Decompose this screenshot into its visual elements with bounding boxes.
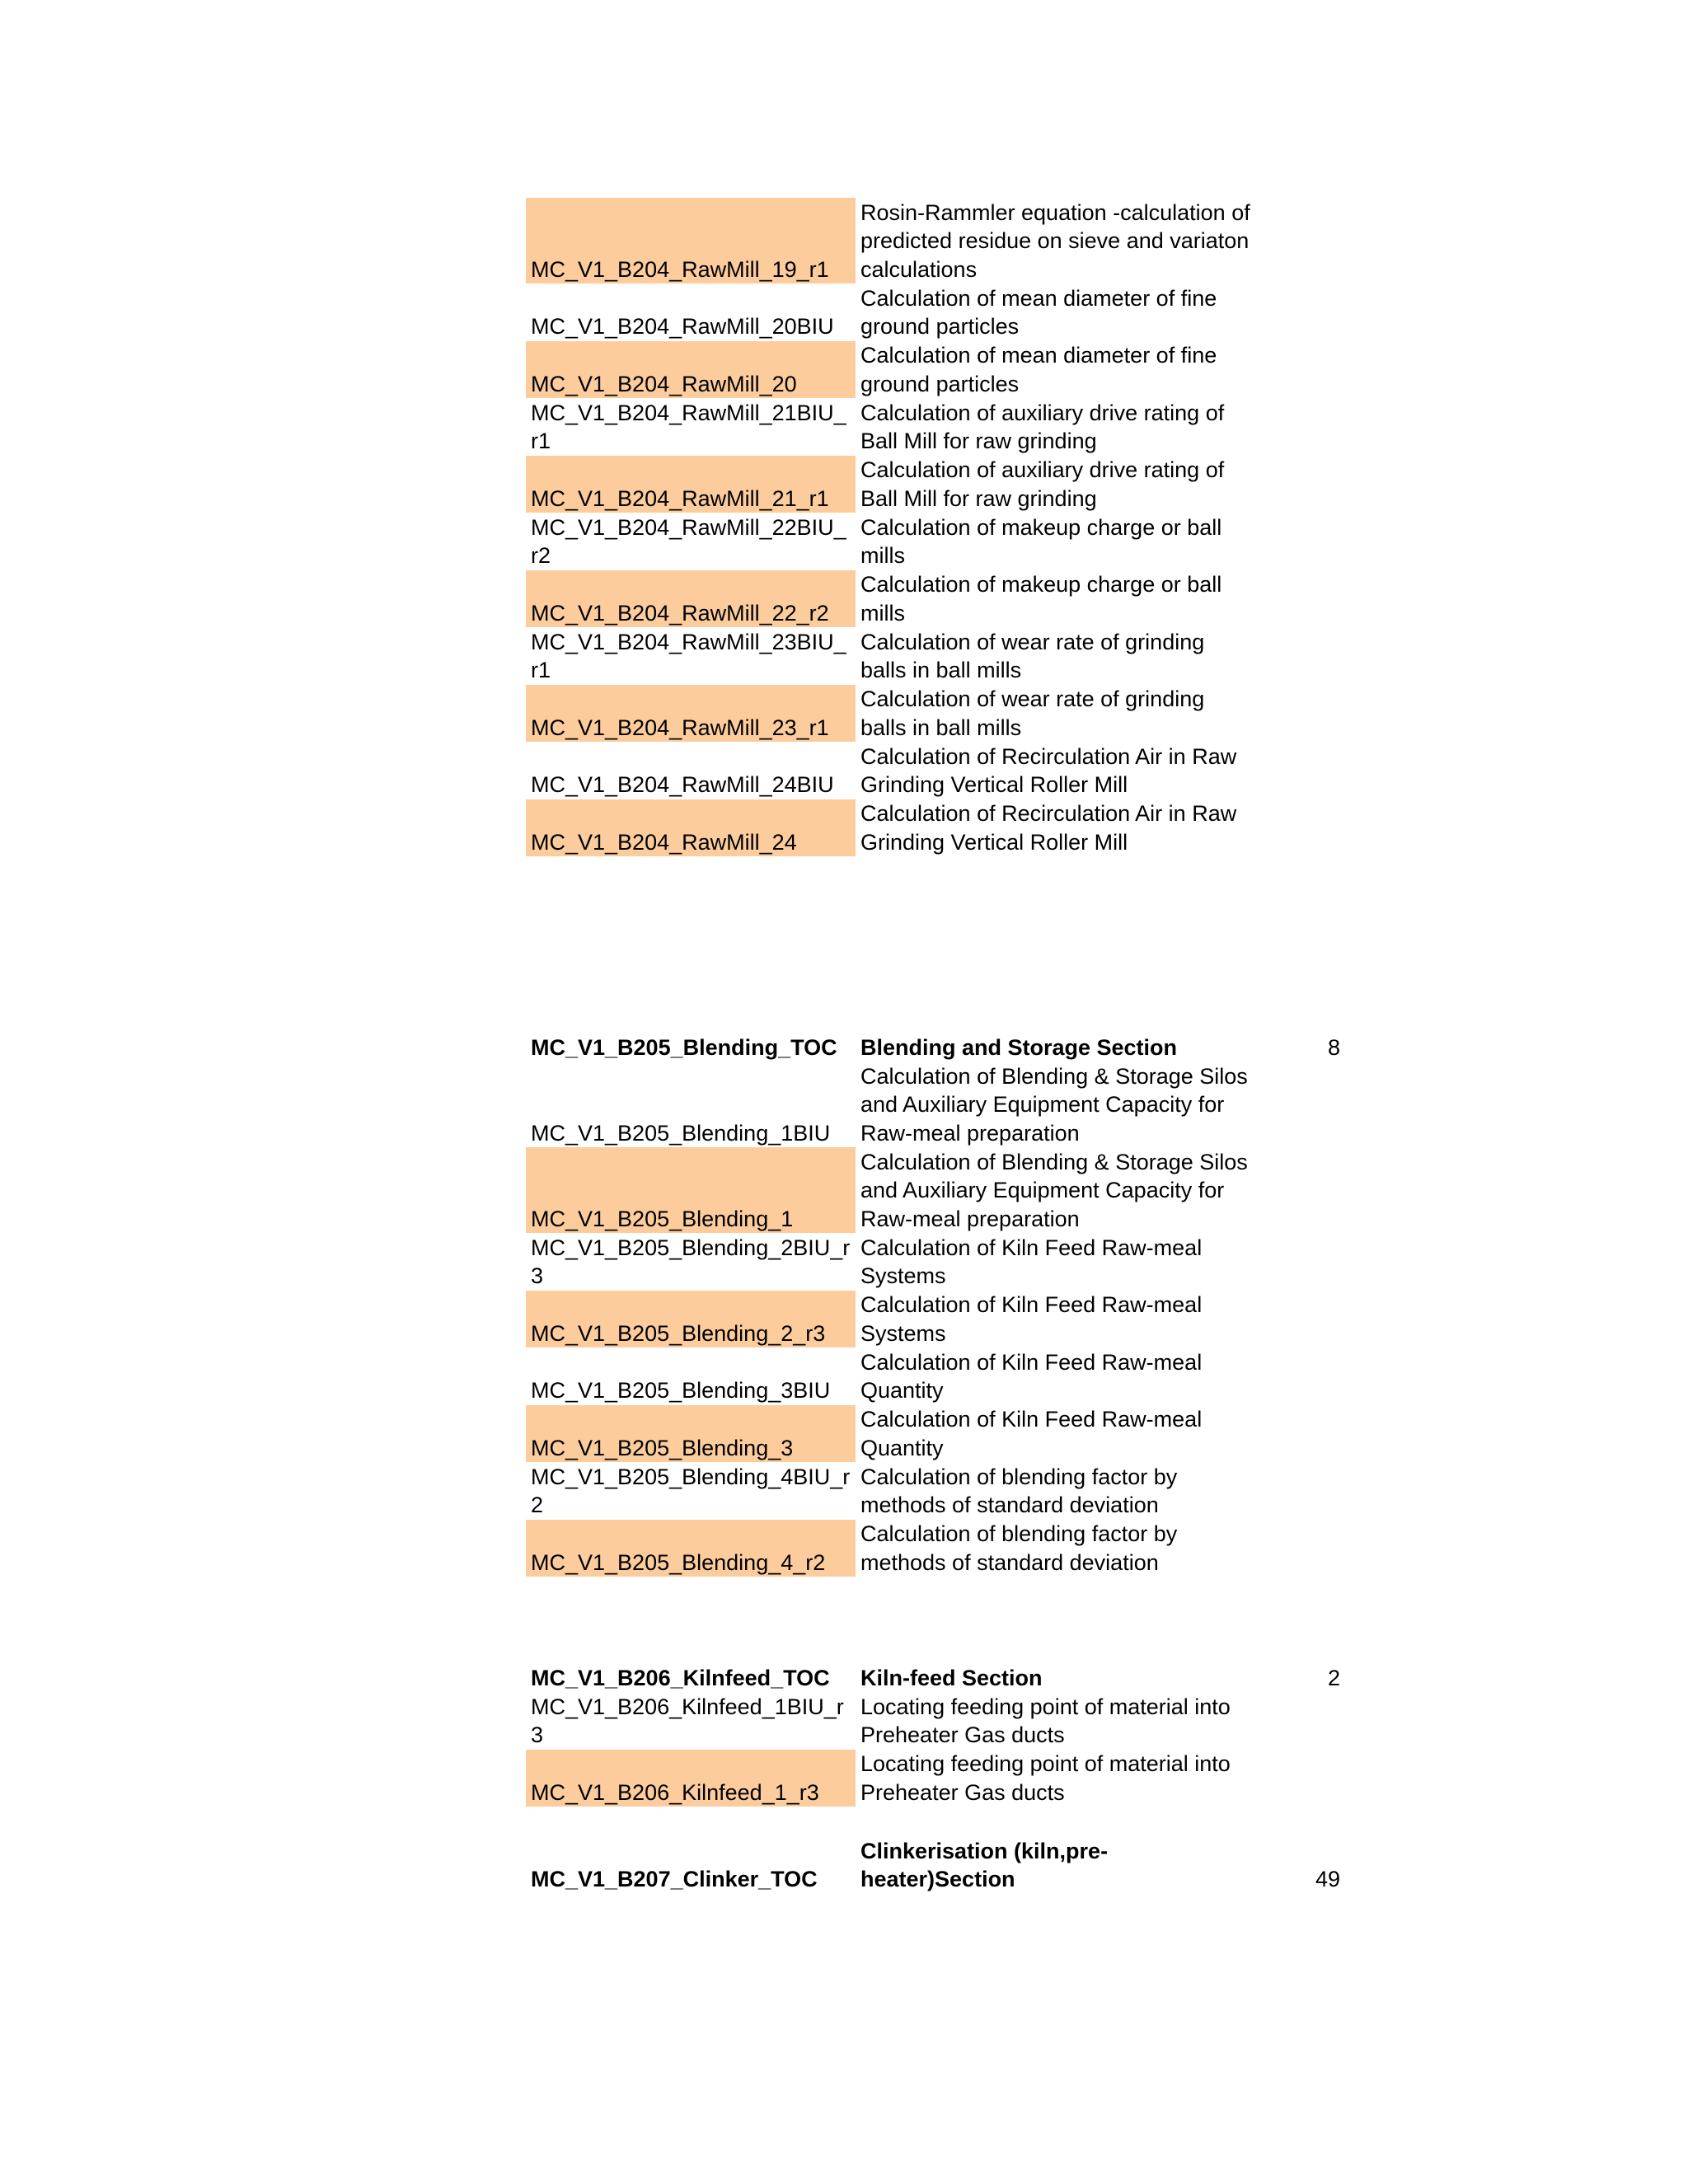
row-description: Locating feeding point of material into Preheater Gas ducts xyxy=(860,1694,1231,1747)
table-row xyxy=(526,627,1350,685)
row-code: MC_V1_B204_RawMill_24BIU xyxy=(531,772,834,797)
section-toc-row xyxy=(526,1836,1350,1894)
table-row xyxy=(526,1462,1350,1520)
row-code: MC_V1_B204_RawMill_21_r1 xyxy=(526,456,856,513)
row-code: MC_V1_B205_Blending_2_r3 xyxy=(526,1291,856,1348)
row-description: Calculation of mean diameter of fine ground particles xyxy=(860,343,1217,396)
rawmill-table xyxy=(526,198,1350,856)
row-code: MC_V1_B205_Blending_2BIU_r3 xyxy=(531,1235,851,1288)
row-description: Calculation of Blending & Storage Silos and Auxiliary Equipment Capacity for Raw-meal preparation xyxy=(860,1149,1248,1231)
row-code: MC_V1_B205_Blending_1 xyxy=(526,1147,856,1233)
section-title: Blending and Storage Section xyxy=(860,1034,1178,1060)
row-code: MC_V1_B204_RawMill_23_r1 xyxy=(526,685,856,743)
row-code: MC_V1_B204_RawMill_20BIU xyxy=(531,314,834,339)
kilnfeed-table xyxy=(526,1663,1350,1807)
row-description: Calculation of Kiln Feed Raw-meal Systems xyxy=(860,1292,1203,1346)
row-description: Calculation of Kiln Feed Raw-meal Quantity xyxy=(860,1349,1203,1403)
blending-table xyxy=(526,1033,1350,1577)
section-title: Kiln-feed Section xyxy=(860,1665,1043,1690)
row-code: MC_V1_B205_Blending_4BIU_r2 xyxy=(531,1464,851,1517)
row-code: MC_V1_B206_Kilnfeed_1_r3 xyxy=(526,1750,856,1807)
section-page-count: 49 xyxy=(1315,1867,1340,1891)
row-description: Calculation of wear rate of grinding balls in ball mills xyxy=(860,687,1205,740)
section-title: Clinkerisation (kiln,pre-heater)Section xyxy=(860,1838,1109,1891)
table-row xyxy=(526,570,1350,628)
row-description: Calculation of auxiliary drive rating of Ball Mill for raw grinding xyxy=(860,400,1225,453)
table-row xyxy=(526,341,1350,399)
row-description: Calculation of blending factor by methods of standard deviation xyxy=(860,1521,1178,1575)
row-code: MC_V1_B206_Kilnfeed_1BIU_r3 xyxy=(531,1694,844,1747)
row-code: MC_V1_B205_Blending_1BIU xyxy=(531,1120,831,1146)
table-row xyxy=(526,685,1350,743)
table-row xyxy=(526,1347,1350,1405)
table-row xyxy=(526,1520,1350,1577)
clinker-table xyxy=(526,1836,1350,1894)
row-description: Rosin-Rammler equation -calculation of predicted residue on sieve and variaton calculations xyxy=(860,199,1250,282)
row-code: MC_V1_B204_RawMill_22_r2 xyxy=(526,570,856,628)
row-description: Calculation of makeup charge or ball mills xyxy=(860,572,1222,626)
table-row xyxy=(526,398,1350,456)
row-description: Calculation of mean diameter of fine ground particles xyxy=(860,285,1217,339)
row-code: MC_V1_B205_Blending_3 xyxy=(526,1405,856,1463)
row-code: MC_V1_B205_Blending_4_r2 xyxy=(526,1520,856,1577)
row-code: MC_V1_B204_RawMill_21BIU_r1 xyxy=(531,400,846,453)
table-row xyxy=(526,456,1350,513)
row-description: Calculation of Recirculation Air in Raw Grinding Vertical Roller Mill xyxy=(860,743,1237,797)
row-description: Locating feeding point of material into Preheater Gas ducts xyxy=(860,1751,1231,1805)
row-description: Calculation of Blending & Storage Silos and Auxiliary Equipment Capacity for Raw-meal preparation xyxy=(860,1063,1248,1146)
table-row xyxy=(526,198,1350,284)
row-code: MC_V1_B204_RawMill_24 xyxy=(526,799,856,857)
section-toc-code: MC_V1_B205_Blending_TOC xyxy=(531,1034,837,1060)
row-code: MC_V1_B204_RawMill_19_r1 xyxy=(526,198,856,284)
table-row xyxy=(526,513,1350,570)
row-description: Calculation of makeup charge or ball mills xyxy=(860,514,1222,568)
row-description: Calculation of Kiln Feed Raw-meal Quantity xyxy=(860,1407,1203,1460)
row-code: MC_V1_B204_RawMill_22BIU_r2 xyxy=(531,514,846,568)
table-row xyxy=(526,1147,1350,1233)
table-row xyxy=(526,1405,1350,1463)
table-row xyxy=(526,284,1350,341)
section-toc-code: MC_V1_B206_Kilnfeed_TOC xyxy=(531,1665,830,1690)
row-description: Calculation of wear rate of grinding balls in ball mills xyxy=(860,629,1205,682)
row-description: Calculation of Recirculation Air in Raw Grinding Vertical Roller Mill xyxy=(860,801,1237,855)
row-code: MC_V1_B205_Blending_3BIU xyxy=(531,1378,831,1403)
row-description: Calculation of auxiliary drive rating of Ball Mill for raw grinding xyxy=(860,457,1225,511)
table-row xyxy=(526,1233,1350,1291)
section-page-count: 8 xyxy=(1327,1034,1340,1060)
row-code: MC_V1_B204_RawMill_23BIU_r1 xyxy=(531,629,846,682)
section-toc-code: MC_V1_B207_Clinker_TOC xyxy=(531,1867,818,1891)
table-row xyxy=(526,1291,1350,1348)
table-row xyxy=(526,742,1350,799)
section-toc-row xyxy=(526,1663,1350,1692)
row-code: MC_V1_B204_RawMill_20 xyxy=(526,341,856,399)
table-row xyxy=(526,799,1350,857)
table-row xyxy=(526,1692,1350,1750)
row-description: Calculation of blending factor by methods of standard deviation xyxy=(860,1464,1178,1517)
row-description: Calculation of Kiln Feed Raw-meal Systems xyxy=(860,1235,1203,1288)
section-toc-row xyxy=(526,1033,1350,1062)
table-row xyxy=(526,1750,1350,1807)
table-row xyxy=(526,1062,1350,1147)
section-page-count: 2 xyxy=(1327,1665,1340,1690)
